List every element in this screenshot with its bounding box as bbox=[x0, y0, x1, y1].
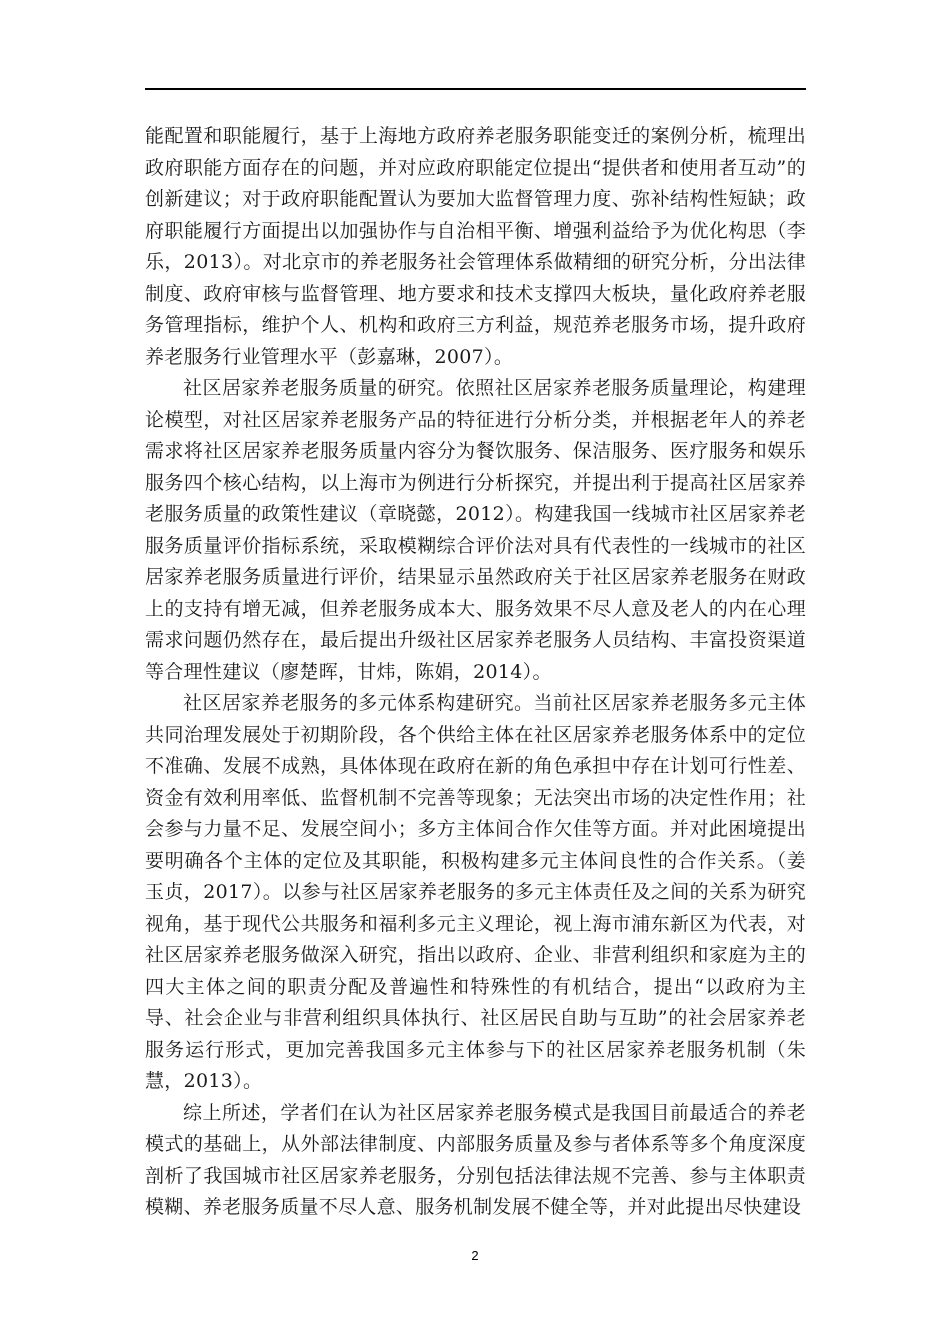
page-number: 2 bbox=[471, 1248, 479, 1263]
document-body bbox=[145, 121, 806, 1224]
paragraph-multi-subject-system: 社区居家养老服务的多元体系构建研究。当前社区居家养老服务多元主体共同治理发展处于初期阶段，各个供给主体在社区居家养老服务体系中的定位不准确、发展不成熟，具体体现在政府在新的角色承担中存在计划可行性差、资金有效利用率低、监督机制不完善等现象；无法突出市场的决定性作用；社会参与力量不足、发展空间小；多方主体间合作欠佳等方面。并对此困境提出要明确各个主体的定位及其职能，积极构建多元主体间良性的合作关系。（姜玉贞，2017）。以参与社区居家养老服务的多元主体责任及之间的关系为研究视角，基于现代公共服务和福利多元主义理论，视上海市浦东新区为代表，对社区居家养老服务做深入研究，指出以政府、企业、非营利组织和家庭为主的四大主体之间的职责分配及普遍性和特殊性的有机结合，提出“以政府为主导、社会企业与非营利组织具体执行、社区居民自助与互助”的社会居家养老服务运行形式，更加完善我国多元主体参与下的社区居家养老服务机制（朱慧，2013）。 bbox=[145, 692, 806, 1092]
header-rule bbox=[145, 88, 806, 90]
paragraph-service-quality: 社区居家养老服务质量的研究。依照社区居家养老服务质量理论，构建理论模型，对社区居家养老服务产品的特征进行分析分类，并根据老年人的养老需求将社区居家养老服务质量内容分为餐饮服务、保洁服务、医疗服务和娱乐服务四个核心结构，以上海市为例进行分析探究，并提出利于提高社区居家养老服务质量的政策性建议（章晓懿，2012）。构建我国一线城市社区居家养老服务质量评价指标系统，采取模糊综合评价法对具有代表性的一线城市的社区居家养老服务质量进行评价，结果显示虽然政府关于社区居家养老服务在财政上的支持有增无减，但养老服务成本大、服务效果不尽人意及老人的内在心理需求问题仍然存在，最后提出升级社区居家养老服务人员结构、丰富投资渠道等合理性建议（廖楚晖，甘炜，陈娟，2014）。 bbox=[145, 377, 806, 683]
paragraph-continuation: 能配置和职能履行，基于上海地方政府养老服务职能变迁的案例分析，梳理出政府职能方面存在的问题，并对应政府职能定位提出“提供者和使用者互动”的创新建议；对于政府职能配置认为要加大监督管理力度、弥补结构性短缺；政府职能履行方面提出以加强协作与自治相平衡、增强利益给予为优化构思（李乐，2013）。对北京市的养老服务社会管理体系做精细的研究分析，分出法律制度、政府审核与监督管理、地方要求和技术支撑四大板块，量化政府养老服务管理指标，维护个人、机构和政府三方利益，规范养老服务市场，提升政府养老服务行业管理水平（彭嘉琳，2007）。 bbox=[145, 125, 806, 368]
paragraph-summary: 综上所述，学者们在认为社区居家养老服务模式是我国目前最适合的养老模式的基础上，从外部法律制度、内部服务质量及参与者体系等多个角度深度剖析了我国城市社区居家养老服务，分别包括法律法规不完善、参与主体职责模糊、养老服务质量不尽人意、服务机制发展不健全等，并对此提出尽快建设 bbox=[145, 1101, 806, 1218]
